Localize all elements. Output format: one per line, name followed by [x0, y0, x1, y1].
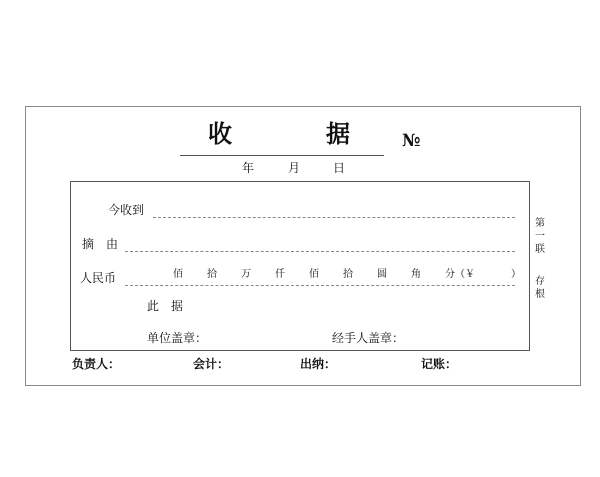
- date-year-label: 年: [242, 161, 255, 175]
- copy-label-char-2: 一: [535, 231, 545, 242]
- yen-close-paren: ）: [511, 269, 521, 280]
- stub-label-char-2: 根: [535, 289, 545, 300]
- unit-jiao: 角: [411, 269, 421, 280]
- receipt-title: [180, 118, 384, 156]
- unit-thousand: 仟: [275, 269, 285, 280]
- date-day-label: 日: [333, 161, 346, 175]
- unit-yuan: 圆: [377, 269, 387, 280]
- received-from-label: 今收到: [108, 203, 145, 217]
- received-from-line[interactable]: [153, 217, 515, 218]
- copy-label-char-3: 联: [535, 244, 545, 255]
- rmb-amount-line[interactable]: [125, 285, 515, 286]
- unit-hundred-wan: 佰: [173, 269, 183, 280]
- this-receipt-label: 此 据: [147, 299, 184, 313]
- cashier-label: 出纳：: [300, 357, 337, 371]
- rmb-label: 人民币: [80, 271, 117, 285]
- stub-label-char-1: 存: [535, 276, 545, 287]
- title-char-ju: 据: [326, 120, 350, 148]
- serial-number-mark: №: [402, 131, 421, 151]
- bookkeeper-label: 记账：: [421, 357, 458, 371]
- accountant-label: 会计：: [193, 357, 230, 371]
- summary-label: 摘 由: [82, 237, 119, 251]
- unit-hundred: 佰: [309, 269, 319, 280]
- summary-line[interactable]: [125, 251, 515, 252]
- unit-seal-label: 单位盖章：: [147, 331, 208, 345]
- unit-ten: 拾: [343, 269, 353, 280]
- person-in-charge-label: 负责人：: [72, 357, 121, 371]
- unit-fen-yen-open: 分（￥: [445, 269, 475, 280]
- title-char-shou: 收: [208, 120, 232, 148]
- date-month-label: 月: [288, 161, 301, 175]
- unit-wan: 万: [241, 269, 251, 280]
- unit-ten-wan: 拾: [207, 269, 217, 280]
- copy-label-char-1: 第: [535, 218, 545, 229]
- handler-seal-label: 经手人盖章：: [332, 331, 405, 345]
